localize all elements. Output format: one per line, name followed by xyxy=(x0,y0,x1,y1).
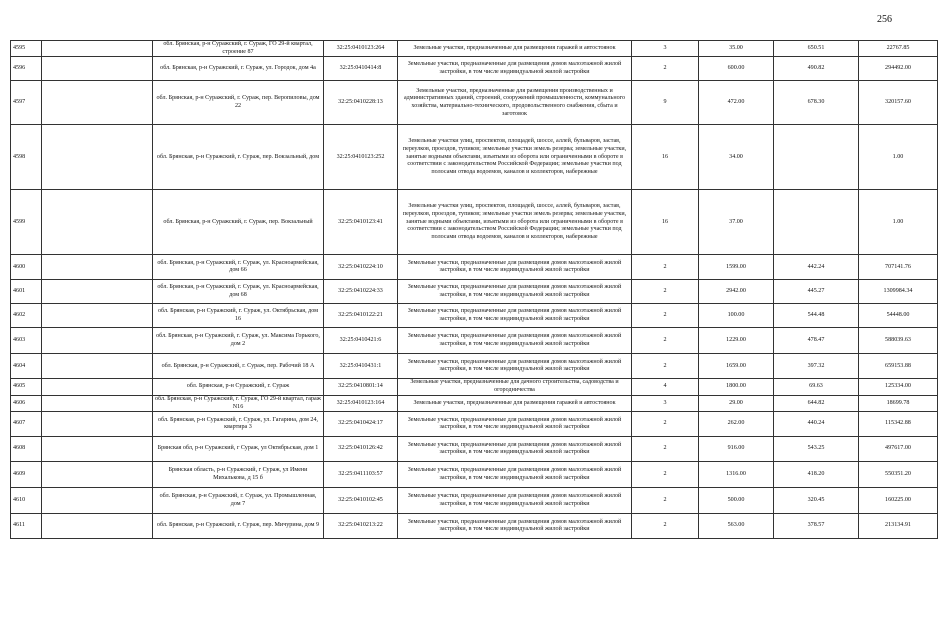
area-cell: 34.00 xyxy=(699,125,774,190)
table-row xyxy=(11,41,938,57)
area-cell: 500.00 xyxy=(699,488,774,514)
land-use-cell: Земельные участки, предназначенные для размещения домов малоэтажной жилой застройки, в том числе индивидуальной жилой застройки xyxy=(398,255,632,280)
address-cell: обл. Брянская, р-н Суражский, г. Сураж, пер. Рабочий 18 А xyxy=(153,354,324,379)
land-use-cell: Земельные участки, предназначенные для размещения домов малоэтажной жилой застройки, в том числе индивидуальной жилой застройки xyxy=(398,488,632,514)
specific-value-cell xyxy=(774,190,859,255)
empty-cell xyxy=(42,57,153,81)
specific-value-cell: 442.24 xyxy=(774,255,859,280)
table-row xyxy=(11,379,938,395)
land-use-cell: Земельные участки, предназначенные для размещения гаражей и автостоянок xyxy=(398,395,632,411)
use-group-cell: 2 xyxy=(632,437,699,462)
area-cell: 262.00 xyxy=(699,412,774,437)
address-cell: обл. Брянская, р-н Суражский, г. Сураж, ул. Максима Горького, дом 2 xyxy=(153,328,324,354)
row-number: 4599 xyxy=(11,190,42,255)
table-row xyxy=(11,437,938,462)
address-cell: обл. Брянская, р-н Суражский, г. Сураж xyxy=(153,379,324,395)
row-number: 4596 xyxy=(11,57,42,81)
empty-cell xyxy=(42,379,153,395)
address-cell: обл. Брянская, р-н Суражский, г. Сураж, ул. Красноармейская, дом 66 xyxy=(153,255,324,280)
use-group-cell: 2 xyxy=(632,354,699,379)
table-row xyxy=(11,280,938,304)
use-group-cell: 2 xyxy=(632,514,699,539)
cadastral-value-cell: 54448.00 xyxy=(859,304,938,328)
specific-value-cell: 478.47 xyxy=(774,328,859,354)
use-group-cell: 4 xyxy=(632,379,699,395)
specific-value-cell: 69.63 xyxy=(774,379,859,395)
land-use-cell: Земельные участки, предназначенные для размещения домов малоэтажной жилой застройки, в том числе индивидуальной жилой застройки xyxy=(398,462,632,488)
use-group-cell: 2 xyxy=(632,280,699,304)
cadastral-value-cell: 213134.91 xyxy=(859,514,938,539)
table-row xyxy=(11,125,938,190)
address-cell: обл. Брянская, р-н Суражский, г. Сураж, пер. Веропиловы, дом 22 xyxy=(153,81,324,125)
cadastral-number-cell: 32:25:0410213:22 xyxy=(324,514,398,539)
address-cell: обл. Брянская, р-н Суражский, г. Сураж, ул. Промышленная, дом 7 xyxy=(153,488,324,514)
cadastral-number-cell: 32:25:0410123:164 xyxy=(324,395,398,411)
address-cell: обл. Брянская, р-н Суражский, г. Сураж, ГО 29-й квартал, гараж N16 xyxy=(153,395,324,411)
cadastral-number-cell: 32:25:0410424:17 xyxy=(324,412,398,437)
use-group-cell: 3 xyxy=(632,41,699,57)
cadastral-value-cell: 320157.60 xyxy=(859,81,938,125)
table-row xyxy=(11,304,938,328)
area-cell: 1599.00 xyxy=(699,255,774,280)
area-cell: 1229.00 xyxy=(699,328,774,354)
specific-value-cell: 490.82 xyxy=(774,57,859,81)
specific-value-cell: 378.57 xyxy=(774,514,859,539)
row-number: 4597 xyxy=(11,81,42,125)
land-use-cell: Земельные участки, предназначенные для размещения домов малоэтажной жилой застройки, в том числе индивидуальной жилой застройки xyxy=(398,437,632,462)
cadastral-number-cell: 32:25:0410123:252 xyxy=(324,125,398,190)
address-cell: обл. Брянская, р-н Суражский, г. Сураж, ГО 29-й квартал, строение 87 xyxy=(153,41,324,57)
empty-cell xyxy=(42,354,153,379)
row-number: 4598 xyxy=(11,125,42,190)
specific-value-cell: 418.20 xyxy=(774,462,859,488)
table-row xyxy=(11,255,938,280)
area-cell: 1316.00 xyxy=(699,462,774,488)
table-row xyxy=(11,81,938,125)
cadastral-value-cell: 1.00 xyxy=(859,190,938,255)
empty-cell xyxy=(42,304,153,328)
specific-value-cell: 650.51 xyxy=(774,41,859,57)
cadastral-number-cell: 32:25:0410421:6 xyxy=(324,328,398,354)
cadastral-number-cell: 32:25:0410801:14 xyxy=(324,379,398,395)
empty-cell xyxy=(42,81,153,125)
address-cell: обл. Брянская, р-н Суражский, г. Сураж, пер. Вокзальный xyxy=(153,190,324,255)
cadastral-number-cell: 32:25:0410414:8 xyxy=(324,57,398,81)
area-cell: 35.00 xyxy=(699,41,774,57)
cadastral-value-cell: 18699.78 xyxy=(859,395,938,411)
address-cell: обл. Брянская, р-н Суражский, г. Сураж, ул. Гагарина, дом 24, квартира 3 xyxy=(153,412,324,437)
specific-value-cell xyxy=(774,125,859,190)
cadastral-value-cell: 22767.85 xyxy=(859,41,938,57)
row-number: 4600 xyxy=(11,255,42,280)
area-cell: 600.00 xyxy=(699,57,774,81)
table-row xyxy=(11,190,938,255)
area-cell: 916.00 xyxy=(699,437,774,462)
cadastral-number-cell: 32:25:0411103:57 xyxy=(324,462,398,488)
table-row xyxy=(11,57,938,81)
empty-cell xyxy=(42,412,153,437)
area-cell: 1659.00 xyxy=(699,354,774,379)
cadastral-number-cell: 32:25:0410228:13 xyxy=(324,81,398,125)
table-row xyxy=(11,395,938,411)
land-use-cell: Земельные участки, предназначенные для размещения домов малоэтажной жилой застройки, в том числе индивидуальной жилой застройки xyxy=(398,57,632,81)
row-number: 4601 xyxy=(11,280,42,304)
page-number: 256 xyxy=(877,14,892,25)
cadastral-number-cell: 32:25:0410431:1 xyxy=(324,354,398,379)
use-group-cell: 16 xyxy=(632,190,699,255)
cadastral-value-cell: 294492.00 xyxy=(859,57,938,81)
use-group-cell: 2 xyxy=(632,488,699,514)
row-number: 4608 xyxy=(11,437,42,462)
use-group-cell: 3 xyxy=(632,395,699,411)
table-row xyxy=(11,462,938,488)
row-number: 4595 xyxy=(11,41,42,57)
row-number: 4609 xyxy=(11,462,42,488)
land-use-cell: Земельные участки, предназначенные для размещения домов малоэтажной жилой застройки, в том числе индивидуальной жилой застройки xyxy=(398,328,632,354)
area-cell: 1800.00 xyxy=(699,379,774,395)
table-row xyxy=(11,328,938,354)
specific-value-cell: 644.82 xyxy=(774,395,859,411)
land-use-cell: Земельные участки, предназначенные для размещения гаражей и автостоянок xyxy=(398,41,632,57)
address-cell: обл. Брянская, р-н Суражский, г. Сураж, ул. Октябрьская, дом 16 xyxy=(153,304,324,328)
specific-value-cell: 445.27 xyxy=(774,280,859,304)
row-number: 4607 xyxy=(11,412,42,437)
empty-cell xyxy=(42,190,153,255)
area-cell: 472.00 xyxy=(699,81,774,125)
cadastral-value-cell: 707141.76 xyxy=(859,255,938,280)
row-number: 4605 xyxy=(11,379,42,395)
land-use-cell: Земельные участки, предназначенные для дачного строительства, садоводства и огородничества xyxy=(398,379,632,395)
use-group-cell: 2 xyxy=(632,57,699,81)
specific-value-cell: 397.32 xyxy=(774,354,859,379)
area-cell: 2942.00 xyxy=(699,280,774,304)
empty-cell xyxy=(42,125,153,190)
specific-value-cell: 544.48 xyxy=(774,304,859,328)
address-cell: обл. Брянская, р-н Суражский, г. Сураж, пер. Вокзальный, дом xyxy=(153,125,324,190)
land-use-cell: Земельные участки, предназначенные для размещения производственных и административных зданий, строений, сооружений промышленности, коммунального хозяйства, материально-технического, продовольственного снабжения, сбыта и заготовок xyxy=(398,81,632,125)
use-group-cell: 2 xyxy=(632,412,699,437)
use-group-cell: 16 xyxy=(632,125,699,190)
area-cell: 29.00 xyxy=(699,395,774,411)
use-group-cell: 9 xyxy=(632,81,699,125)
row-number: 4603 xyxy=(11,328,42,354)
land-use-cell: Земельные участки улиц, проспектов, площадей, шоссе, аллей, бульваров, застав, переулков, проездов, тупиков; земельные участки земель резерва; земельные участки, занятые водными объектами, изъятыми из оборота или ограниченными в обороте в соответствии с законодательством Российской Федерации; земельные участки под полосами отвода водоемов, каналов и коллекторов, набережные xyxy=(398,125,632,190)
cadastral-value-cell: 1309984.34 xyxy=(859,280,938,304)
use-group-cell: 2 xyxy=(632,255,699,280)
cadastral-number-cell: 32:25:0410123:264 xyxy=(324,41,398,57)
cadastral-value-cell: 497617.00 xyxy=(859,437,938,462)
table-row xyxy=(11,488,938,514)
use-group-cell: 2 xyxy=(632,328,699,354)
area-cell: 563.00 xyxy=(699,514,774,539)
cadastral-value-cell: 588039.63 xyxy=(859,328,938,354)
cadastral-number-cell: 32:25:0410102:45 xyxy=(324,488,398,514)
address-cell: обл. Брянская, р-н Суражский, г. Сураж, ул. Городок, дом 4а xyxy=(153,57,324,81)
cadastral-value-cell: 659153.88 xyxy=(859,354,938,379)
table-row xyxy=(11,514,938,539)
address-cell: обл. Брянская, р-н Суражский, г. Сураж, ул. Красноармейская, дом 68 xyxy=(153,280,324,304)
specific-value-cell: 543.25 xyxy=(774,437,859,462)
empty-cell xyxy=(42,255,153,280)
land-use-cell: Земельные участки, предназначенные для размещения домов малоэтажной жилой застройки, в том числе индивидуальной жилой застройки xyxy=(398,280,632,304)
empty-cell xyxy=(42,328,153,354)
specific-value-cell: 678.30 xyxy=(774,81,859,125)
cadastral-value-cell: 115342.88 xyxy=(859,412,938,437)
table-row xyxy=(11,354,938,379)
cadastral-value-cell: 550351.20 xyxy=(859,462,938,488)
land-use-cell: Земельные участки, предназначенные для размещения домов малоэтажной жилой застройки, в том числе индивидуальной жилой застройки xyxy=(398,304,632,328)
use-group-cell: 2 xyxy=(632,462,699,488)
land-use-cell: Земельные участки, предназначенные для размещения домов малоэтажной жилой застройки, в том числе индивидуальной жилой застройки xyxy=(398,514,632,539)
empty-cell xyxy=(42,41,153,57)
cadastral-number-cell: 32:25:0410123:41 xyxy=(324,190,398,255)
cadastral-value-cell: 125334.00 xyxy=(859,379,938,395)
table-row xyxy=(11,412,938,437)
land-use-cell: Земельные участки улиц, проспектов, площадей, шоссе, аллей, бульваров, застав, переулков, проездов, тупиков; земельные участки земель резерва; земельные участки, занятые водными объектами, изъятыми из оборота или ограниченными в обороте в соответствии с законодательством Российской Федерации; земельные участки под полосами отвода водоемов, каналов и коллекторов, набережные xyxy=(398,190,632,255)
cadastral-value-table xyxy=(10,40,938,539)
row-number: 4611 xyxy=(11,514,42,539)
area-cell: 37.00 xyxy=(699,190,774,255)
empty-cell xyxy=(42,280,153,304)
cadastral-number-cell: 32:25:0410122:21 xyxy=(324,304,398,328)
cadastral-number-cell: 32:25:0410224:10 xyxy=(324,255,398,280)
empty-cell xyxy=(42,395,153,411)
address-cell: обл. Брянская, р-н Суражский, г. Сураж, пер. Мичурина, дом 9 xyxy=(153,514,324,539)
address-cell: Брянская область, р-н Суражский, г Сураж, ул Имени Михалькова, д 15 б xyxy=(153,462,324,488)
cadastral-number-cell: 32:25:0410224:33 xyxy=(324,280,398,304)
cadastral-number-cell: 32:25:0410126:42 xyxy=(324,437,398,462)
specific-value-cell: 320.45 xyxy=(774,488,859,514)
cadastral-value-cell: 160225.00 xyxy=(859,488,938,514)
row-number: 4606 xyxy=(11,395,42,411)
empty-cell xyxy=(42,462,153,488)
row-number: 4602 xyxy=(11,304,42,328)
address-cell: Брянская обл, р-н Суражский, г Сураж, ул Октябрьская, дом 1 xyxy=(153,437,324,462)
row-number: 4604 xyxy=(11,354,42,379)
row-number: 4610 xyxy=(11,488,42,514)
empty-cell xyxy=(42,437,153,462)
area-cell: 100.00 xyxy=(699,304,774,328)
empty-cell xyxy=(42,514,153,539)
use-group-cell: 2 xyxy=(632,304,699,328)
empty-cell xyxy=(42,488,153,514)
cadastral-value-cell: 1.00 xyxy=(859,125,938,190)
specific-value-cell: 440.24 xyxy=(774,412,859,437)
land-use-cell: Земельные участки, предназначенные для размещения домов малоэтажной жилой застройки, в том числе индивидуальной жилой застройки xyxy=(398,354,632,379)
land-use-cell: Земельные участки, предназначенные для размещения домов малоэтажной жилой застройки, в том числе индивидуальной жилой застройки xyxy=(398,412,632,437)
